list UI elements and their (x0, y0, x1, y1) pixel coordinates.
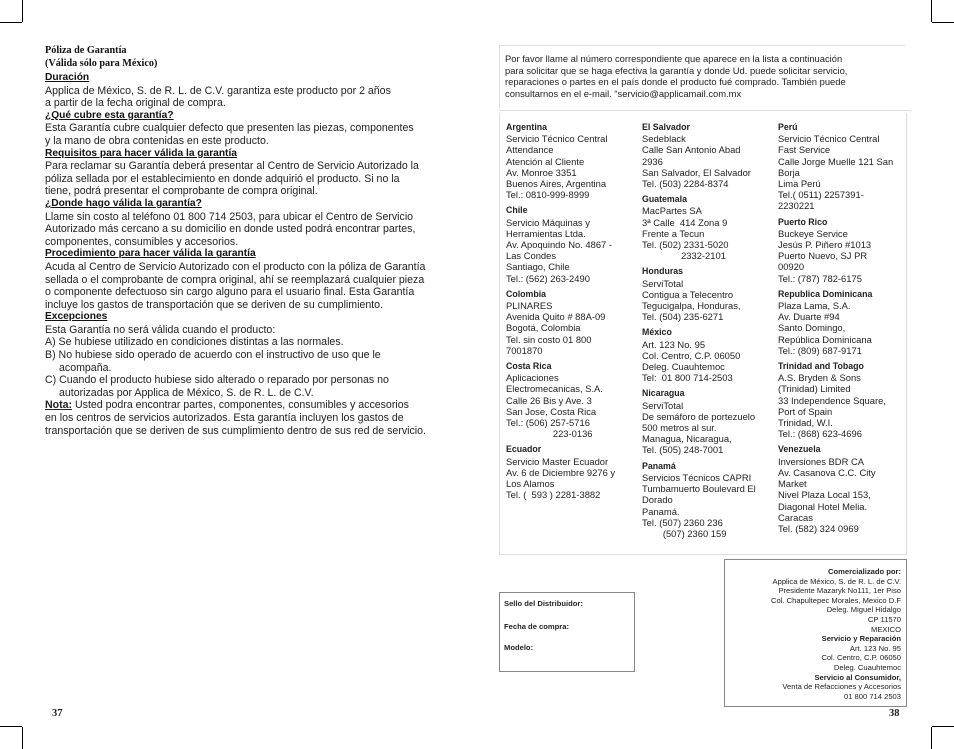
text-line: o componente defectuoso sin cargo alguno para el usuario final. Esta Garantía (45, 286, 415, 299)
page-title: Póliza de Garantía (45, 45, 127, 56)
crop-mark (931, 0, 932, 22)
section-heading-procedimiento: Procedimiento para hacer válida la garantía (45, 248, 256, 260)
text-line: Llame sin costo al teléfono 01 800 714 2503, para ubicar el Centro de Servicio (45, 210, 414, 223)
section-heading-cubre: ¿Qué cubre esta garantía? (45, 109, 174, 121)
text-line: Col. Chapultepec Morales, Mexico D.F (771, 595, 901, 605)
note-text: Usted podra encontrar partes, componentes, consumibles y accesorios (72, 399, 409, 412)
text-line: B) No hubiese sido operado de acuerdo con el instructivo de uso que le (45, 349, 381, 362)
address-line: Tel. (503) 2284-8374 (642, 178, 729, 190)
country-name: Panamá (642, 460, 676, 471)
address-line: Nivel Plaza Local 153, (778, 489, 871, 501)
text-line: Applica de México, S. de R. L. de C.V. garantiza este producto por 2 años (45, 84, 391, 97)
page-number: 37 (52, 708, 63, 719)
address-line: Los Alamos (506, 478, 555, 490)
section-heading-excepciones: Excepciones (45, 311, 108, 323)
text-line: Acuda al Centro de Servicio Autorizado con el producto con la póliza de Garantía (45, 260, 426, 273)
address-line: San Jose, Costa Rica (506, 405, 597, 417)
address-line: Tel. (505) 248-7001 (642, 444, 724, 456)
section-body-duracion (45, 85, 465, 110)
directory-column-2 (642, 122, 756, 542)
address-line: Fast Service (778, 144, 831, 156)
country-name: El Salvador (642, 122, 690, 132)
spacer (642, 189, 756, 192)
section-body-excepciones (45, 324, 465, 400)
address-line: Tel.: (809) 687-9171 (778, 344, 862, 356)
address-line: Buenos Aires, Argentina (506, 178, 607, 190)
crop-mark (22, 727, 23, 749)
address-line: Electromecanicas, S.A. (506, 383, 603, 395)
address-line: Servicio Técnico Central (778, 133, 880, 145)
note (45, 399, 465, 437)
address-line: Santiago, Chile (506, 261, 570, 273)
text-line: tiene, podrá presentar el comprobante de compra original. (45, 185, 318, 198)
address-line: Bogotá, Colombia (506, 322, 581, 334)
address-line: Attendance (506, 144, 554, 156)
spacer (778, 356, 893, 359)
text-line: sellada o el comprobante de compra original, ahí se reemplazará cualquier pieza (45, 273, 425, 286)
address-line: 3ª Calle 414 Zona 9 (642, 216, 728, 228)
address-line: Tel. ( 593 ) 2281-3882 (506, 489, 601, 501)
spacer (778, 439, 893, 442)
address-line: Aplicaciones (506, 372, 559, 384)
address-line: Contigua a Telecentro (642, 288, 734, 300)
model-label: Modelo: (504, 643, 534, 652)
directory-column-1 (506, 122, 615, 504)
address-line: A.S. Bryden & Sons (778, 372, 861, 384)
text-line: reparaciones o partes en el país donde el producto fué comprado. También puede (505, 76, 846, 87)
address-line: MacPartes SA (642, 205, 702, 217)
intro-text (499, 45, 905, 108)
address-line: Frente a Tecun (642, 227, 705, 239)
text-line: acompaña. (59, 361, 112, 374)
country-name: Trinidad and Tobago (778, 361, 864, 372)
address-line: Tel.: (506) 257-5716 (506, 417, 590, 429)
spacer (642, 261, 756, 264)
address-line: Port of Spain (778, 405, 833, 417)
text-line: póliza sellada por el establecimiento en donde adquirió el producto. Si no la (45, 172, 400, 185)
section-body-cubre (45, 122, 465, 147)
country-name: Honduras (642, 266, 684, 277)
address-line: De semáforo de portezuelo (642, 410, 756, 422)
address-line: 2332-2101 (642, 250, 726, 262)
text-line: a partir de la fecha original de compra. (45, 97, 226, 110)
address-line: Tel: 01 800 714-2503 (642, 372, 733, 384)
address-line: Panamá. (642, 505, 680, 517)
address-line: Tel.: (562) 263-2490 (506, 272, 590, 284)
text-line (45, 399, 465, 412)
spacer (506, 284, 615, 287)
consumer-heading: Servicio al Consumidor, (814, 672, 901, 682)
spacer (642, 383, 756, 386)
address-line: Av. Apoquindo No. 4867 - (506, 239, 612, 251)
country-name: Costa Rica (506, 361, 552, 372)
crop-mark (22, 0, 23, 22)
section-body-requisitos (45, 160, 465, 198)
address-line: Inversiones BDR CA (778, 455, 864, 467)
divider (499, 110, 911, 111)
warranty-policy (45, 44, 465, 437)
spacer (642, 322, 756, 325)
text-line: Autorizado más cercano a su domicilio en donde usted podrá encontrar partes, (45, 223, 416, 236)
text-line: Esta Garantía cubre cualquier defecto que presenten las piezas, componentes (45, 122, 414, 135)
seller-stamp-box (499, 592, 635, 672)
address-line: Servicio Máquinas y (506, 216, 590, 228)
page-number: 38 (889, 708, 900, 719)
address-line: 223-0136 (506, 428, 593, 440)
section-heading-donde: ¿Donde hago válida la garantía? (45, 197, 202, 209)
spacer (778, 284, 893, 287)
address-line: 33 Independence Square, (778, 394, 886, 406)
country-name: Nicaragua (642, 388, 685, 399)
text-line: Venta de Refacciones y Accesorios (782, 682, 901, 692)
address-line: Deleg. Cuauhtemoc (642, 361, 725, 373)
crop-mark (0, 22, 22, 23)
text-line: Deleg. Cuauhtemoc (833, 662, 901, 672)
text-line: Para reclamar su Garantía deberá presentar al Centro de Servicio Autorizado la (45, 160, 419, 173)
text-line: Deleg. Miguel Hidalgo (826, 605, 901, 615)
address-line: Art. 123 No. 95 (642, 338, 706, 350)
address-line: Servicios Técnicos CAPRI (642, 471, 752, 483)
directory-column-3 (778, 122, 893, 537)
section-heading-requisitos: Requisitos para hacer válida la garantía (45, 147, 237, 159)
text-line: CP 11570 (867, 614, 901, 624)
address-line: Dorado (642, 494, 673, 506)
address-line: Santo Domingo, (778, 322, 846, 334)
text-line: componentes, consumibles y accesorios. (45, 235, 239, 248)
country-name: Guatemala (642, 194, 687, 205)
country-name: México (642, 327, 672, 338)
address-line: Av. Monroe 3351 (506, 166, 577, 178)
address-line: Calle Jorge Muelle 121 San (778, 155, 894, 167)
address-line: Jesús P. Piñero #1013 (778, 239, 872, 251)
address-line: (507) 2360 159 (642, 527, 727, 539)
text-line: Art. 123 No. 95 (849, 643, 901, 653)
address-line: Avenida Quito # 88A-09 (506, 311, 606, 323)
address-line: Lima Perú (778, 178, 821, 190)
address-line: Atención al Cliente (506, 155, 585, 167)
crop-mark (932, 22, 954, 23)
address-line: Managua, Nicaragua, (642, 433, 732, 445)
address-line: Herramientas Ltda. (506, 227, 586, 239)
address-line: Tegucigalpa, Honduras, (642, 300, 741, 312)
address-line: Calle San Antonio Abad (642, 144, 741, 156)
address-line: Servicio Master Ecuador (506, 455, 609, 467)
address-line: 00920 (778, 261, 805, 273)
country-name: Republica Dominicana (778, 288, 873, 299)
page-subtitle: (Válida sólo para México) (45, 58, 158, 69)
text-line: C) Cuando el producto hubiese sido alterado o reparado por personas no (45, 374, 389, 387)
country-name: Perú (778, 122, 798, 132)
address-line: Tel.: (868) 623-4696 (778, 428, 862, 440)
address-line: Buckeye Service (778, 227, 848, 239)
address-line: 2936 (642, 155, 663, 167)
crop-mark (931, 727, 932, 749)
country-name: Ecuador (506, 444, 542, 455)
address-line: Las Condes (506, 250, 557, 262)
section-body-donde (45, 211, 465, 249)
address-line: Borja (778, 166, 800, 178)
address-line: Av. Duarte #94 (778, 311, 840, 323)
address-line: Trinidad, W.I. (778, 417, 833, 429)
spacer (642, 539, 756, 542)
address-line: Tel. (504) 235-6271 (642, 311, 724, 323)
text-line: en los centros de servicios autorizados. Esta garantía incluyen los gastos de (45, 412, 404, 425)
country-name: Venezuela (778, 444, 821, 455)
address-line: 500 metros al sur. (642, 422, 717, 434)
address-line: República Dominicana (778, 333, 872, 345)
address-line: Av. Casanova C.C. City (778, 466, 876, 478)
address-line: San Salvador, El Salvador (642, 166, 751, 178)
address-line: Tel.: 0810-999-8999 (506, 189, 590, 201)
text-line: y la mano de obra contenidas en este producto. (45, 134, 269, 147)
address-line: (Trinidad) Limited (778, 383, 851, 395)
text-line: MEXICO (871, 624, 901, 634)
address-line: Servicio Técnico Central (506, 133, 608, 145)
crop-mark (932, 726, 954, 727)
seller-stamp-label: Sello del Distribuidor: (504, 599, 583, 608)
text-line: Applica de México, S. de R. L. de C.V. (772, 576, 901, 586)
company-heading: Comercializado por: (828, 567, 901, 576)
spacer (778, 534, 893, 537)
purchase-date-label: Fecha de compra: (504, 622, 569, 631)
address-line: Plaza Lama, S.A. (778, 300, 851, 312)
note-label: Nota: (45, 399, 73, 412)
country-name: Argentina (506, 122, 548, 132)
text-line: autorizadas por Applica de México, S. de R. L. de C.V. (59, 386, 314, 399)
text-line: A) Se hubiese utilizado en condiciones distintas a las normales. (45, 336, 344, 349)
address-line: Tel.: (787) 782-6175 (778, 272, 862, 284)
address-line: Tel. (507) 2360 236 (642, 516, 723, 528)
address-line: ServiTotal (642, 399, 684, 411)
text-line: para solicitar que se haga efectiva la garantía y donde Ud. puede solicitar servicio, (505, 64, 848, 76)
service-heading: Servicio y Reparación (821, 634, 901, 644)
address-line: ServiTotal (642, 277, 684, 289)
section-body-procedimiento (45, 261, 465, 311)
text-line: incluye los gastos de transportación que se deriven de su cumplimiento. (45, 298, 384, 311)
address-line: 7001870 (506, 344, 543, 356)
address-line: 2230221 (778, 200, 815, 212)
address-line: Market (778, 478, 807, 490)
text-line: Presidente Mazaryk No111, 1er Piso (778, 586, 901, 596)
spacer (506, 501, 615, 504)
text-line: Esta Garantía no será válida cuando el producto: (45, 323, 276, 336)
crop-mark (0, 726, 22, 727)
spacer (642, 456, 756, 459)
section-heading-duracion: Duración (45, 72, 90, 83)
address-line: Tel. (582) 324 0969 (778, 522, 859, 534)
country-name: Colombia (506, 288, 547, 299)
text-line: transportación que se deriven de sus cumplimiento dentro de sus red de servicio. (45, 424, 426, 437)
text-line: Por favor llame al número correspondiente que aparece en la lista a continuación (505, 53, 843, 64)
text-line: consultarnos en el e-mail. “servicio@applicamail.com.mx (505, 87, 742, 99)
address-line: Tel. (502) 2331-5020 (642, 239, 729, 251)
spacer (506, 356, 615, 359)
address-line: Tumbamuerto Boulevard El (642, 483, 756, 495)
address-line: Col. Centro, C.P. 06050 (642, 349, 741, 361)
address-line: Caracas (778, 511, 813, 523)
address-line: PLINARES (506, 300, 553, 312)
text-line: 01 800 714 2503 (843, 691, 901, 701)
address-line: Calle 26 Bis y Ave. 3 (506, 394, 592, 406)
company-info-box (724, 559, 907, 707)
address-line: Av. 6 de Diciembre 9276 y (506, 466, 616, 478)
address-line: Puerto Nuevo, SJ PR (778, 250, 868, 262)
country-name: Puerto Rico (778, 216, 828, 227)
spacer (506, 439, 615, 442)
address-line: Tel.( 0511) 2257391- (778, 189, 864, 201)
address-line: Sedeblack (642, 133, 686, 145)
spacer (778, 212, 893, 215)
address-line: Tel. sin costo 01 800 (506, 333, 592, 345)
spacer (506, 200, 615, 203)
country-name: Chile (506, 205, 528, 216)
address-line: Diagonal Hotel Melia. (778, 500, 868, 512)
text-line: Col. Centro, C.P. 06050 (821, 653, 901, 663)
